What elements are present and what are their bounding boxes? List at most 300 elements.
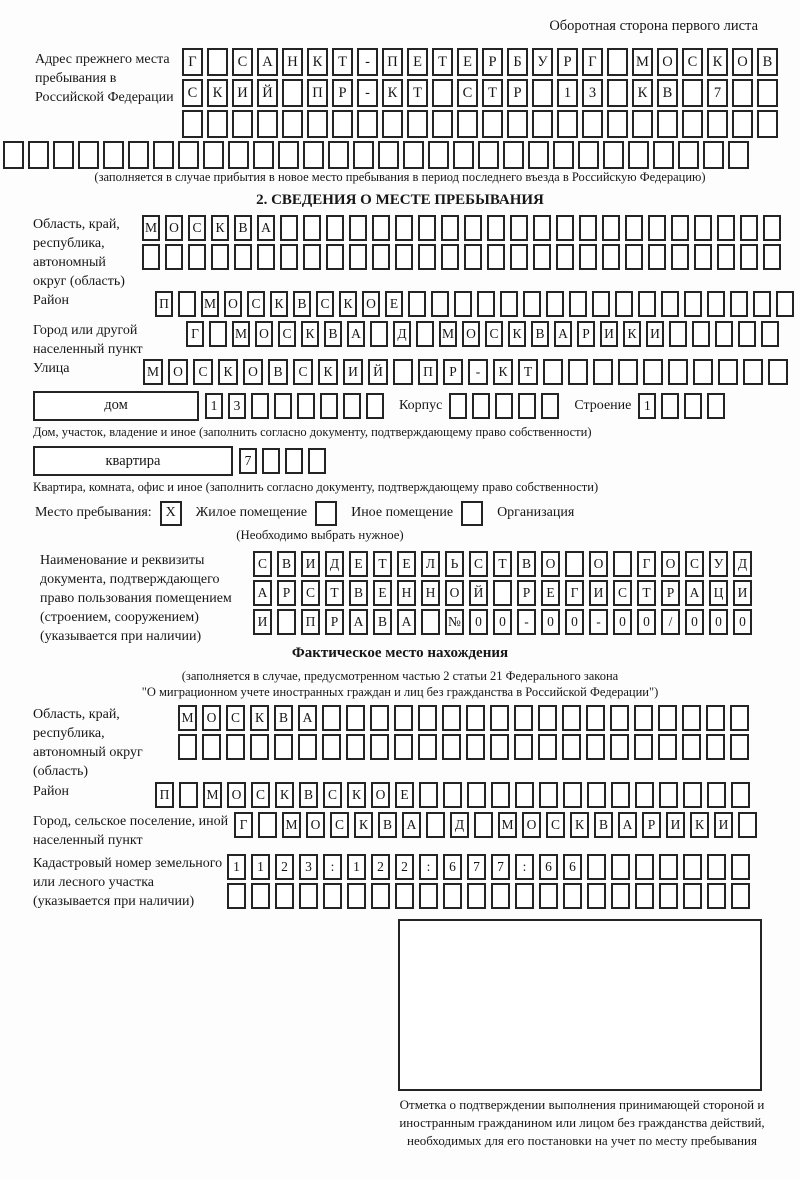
char-cell[interactable]: С [232, 48, 253, 76]
char-cell[interactable] [707, 883, 726, 909]
char-cell[interactable]: 7 [491, 854, 510, 880]
char-cell[interactable]: Т [332, 48, 353, 76]
char-cell[interactable]: С [251, 782, 270, 808]
char-cell[interactable]: Т [373, 551, 392, 577]
char-cell[interactable] [602, 215, 620, 241]
char-cell[interactable]: К [307, 48, 328, 76]
char-cell[interactable] [258, 812, 277, 838]
char-cell[interactable] [395, 883, 414, 909]
char-cell[interactable] [357, 110, 378, 138]
char-cell[interactable]: И [589, 580, 608, 606]
char-cell[interactable]: Р [325, 609, 344, 635]
char-cell[interactable]: С [485, 321, 503, 347]
char-cell[interactable]: О [657, 48, 678, 76]
char-cell[interactable] [78, 141, 99, 169]
char-cell[interactable] [371, 883, 390, 909]
char-cell[interactable] [510, 215, 528, 241]
char-cell[interactable]: Т [518, 359, 538, 385]
char-cell[interactable] [395, 215, 413, 241]
char-cell[interactable] [731, 854, 750, 880]
char-cell[interactable] [610, 705, 629, 731]
char-cell[interactable] [464, 215, 482, 241]
char-cell[interactable]: И [733, 580, 752, 606]
char-cell[interactable]: Б [507, 48, 528, 76]
char-cell[interactable]: О [661, 551, 680, 577]
char-cell[interactable] [28, 141, 49, 169]
char-cell[interactable]: С [546, 812, 565, 838]
char-cell[interactable] [615, 291, 633, 317]
char-cell[interactable]: О [541, 551, 560, 577]
char-cell[interactable]: Р [507, 79, 528, 107]
char-cell[interactable] [474, 812, 493, 838]
char-cell[interactable] [442, 734, 461, 760]
char-cell[interactable] [578, 141, 599, 169]
char-cell[interactable]: / [661, 609, 680, 635]
char-cell[interactable] [553, 141, 574, 169]
char-cell[interactable] [343, 393, 361, 419]
char-cell[interactable] [322, 734, 341, 760]
char-cell[interactable]: О [371, 782, 390, 808]
char-cell[interactable] [441, 244, 459, 270]
char-cell[interactable] [395, 244, 413, 270]
char-cell[interactable]: Л [421, 551, 440, 577]
char-cell[interactable]: X [160, 501, 182, 526]
char-cell[interactable] [557, 110, 578, 138]
char-cell[interactable] [538, 705, 557, 731]
char-cell[interactable]: М [232, 321, 250, 347]
char-cell[interactable] [328, 141, 349, 169]
char-cell[interactable] [297, 393, 315, 419]
char-cell[interactable] [274, 393, 292, 419]
char-cell[interactable] [618, 359, 638, 385]
char-cell[interactable] [757, 110, 778, 138]
char-cell[interactable] [431, 291, 449, 317]
char-cell[interactable] [563, 883, 582, 909]
char-cell[interactable]: Й [368, 359, 388, 385]
char-cell[interactable]: 3 [299, 854, 318, 880]
char-cell[interactable]: Р [277, 580, 296, 606]
char-cell[interactable] [730, 291, 748, 317]
char-cell[interactable] [282, 110, 303, 138]
char-cell[interactable] [128, 141, 149, 169]
char-cell[interactable] [394, 734, 413, 760]
char-cell[interactable]: В [277, 551, 296, 577]
char-cell[interactable]: К [623, 321, 641, 347]
char-cell[interactable]: 0 [685, 609, 704, 635]
char-cell[interactable]: Е [397, 551, 416, 577]
char-cell[interactable] [278, 141, 299, 169]
char-cell[interactable] [643, 359, 663, 385]
char-cell[interactable] [257, 244, 275, 270]
char-cell[interactable] [466, 705, 485, 731]
char-cell[interactable]: В [349, 580, 368, 606]
char-cell[interactable]: 3 [228, 393, 246, 419]
char-cell[interactable] [653, 141, 674, 169]
char-cell[interactable]: 1 [227, 854, 246, 880]
char-cell[interactable]: К [339, 291, 357, 317]
char-cell[interactable]: Т [432, 48, 453, 76]
char-cell[interactable]: Й [469, 580, 488, 606]
char-cell[interactable]: В [268, 359, 288, 385]
char-cell[interactable] [487, 244, 505, 270]
char-cell[interactable] [514, 705, 533, 731]
char-cell[interactable] [495, 393, 513, 419]
char-cell[interactable]: В [293, 291, 311, 317]
char-cell[interactable] [503, 141, 524, 169]
char-cell[interactable] [661, 393, 679, 419]
char-cell[interactable]: - [517, 609, 536, 635]
char-cell[interactable] [761, 321, 779, 347]
char-cell[interactable] [227, 883, 246, 909]
char-cell[interactable]: М [142, 215, 160, 241]
char-cell[interactable]: В [757, 48, 778, 76]
char-cell[interactable] [326, 244, 344, 270]
char-cell[interactable] [730, 705, 749, 731]
char-cell[interactable] [732, 79, 753, 107]
char-cell[interactable] [628, 141, 649, 169]
char-cell[interactable]: С [613, 580, 632, 606]
char-cell[interactable] [303, 141, 324, 169]
char-cell[interactable]: К [250, 705, 269, 731]
char-cell[interactable] [421, 609, 440, 635]
char-cell[interactable]: Е [457, 48, 478, 76]
char-cell[interactable] [234, 244, 252, 270]
char-cell[interactable] [587, 854, 606, 880]
char-cell[interactable] [684, 393, 702, 419]
char-cell[interactable]: М [439, 321, 457, 347]
char-cell[interactable]: : [515, 854, 534, 880]
char-cell[interactable] [207, 48, 228, 76]
char-cell[interactable]: О [227, 782, 246, 808]
char-cell[interactable] [569, 291, 587, 317]
char-cell[interactable] [232, 110, 253, 138]
char-cell[interactable] [528, 141, 549, 169]
char-cell[interactable] [707, 110, 728, 138]
char-cell[interactable]: П [301, 609, 320, 635]
char-cell[interactable]: П [418, 359, 438, 385]
char-cell[interactable]: - [589, 609, 608, 635]
char-cell[interactable] [262, 448, 280, 474]
char-cell[interactable]: А [554, 321, 572, 347]
char-cell[interactable] [188, 244, 206, 270]
char-cell[interactable] [682, 734, 701, 760]
char-cell[interactable]: Г [234, 812, 253, 838]
char-cell[interactable] [257, 110, 278, 138]
char-cell[interactable] [432, 79, 453, 107]
char-cell[interactable] [562, 705, 581, 731]
char-cell[interactable]: О [732, 48, 753, 76]
char-cell[interactable]: М [203, 782, 222, 808]
char-cell[interactable] [349, 215, 367, 241]
char-cell[interactable]: 2 [395, 854, 414, 880]
char-cell[interactable] [419, 782, 438, 808]
char-cell[interactable] [382, 110, 403, 138]
char-cell[interactable]: М [201, 291, 219, 317]
char-cell[interactable] [611, 854, 630, 880]
char-cell[interactable]: Д [733, 551, 752, 577]
char-cell[interactable] [370, 734, 389, 760]
char-cell[interactable] [442, 705, 461, 731]
char-cell[interactable] [378, 141, 399, 169]
char-cell[interactable] [648, 244, 666, 270]
char-cell[interactable] [207, 110, 228, 138]
house-type-field[interactable] [33, 391, 199, 421]
char-cell[interactable]: Р [517, 580, 536, 606]
char-cell[interactable] [658, 734, 677, 760]
char-cell[interactable] [692, 321, 710, 347]
char-cell[interactable] [315, 501, 337, 526]
char-cell[interactable] [320, 393, 338, 419]
char-cell[interactable] [403, 141, 424, 169]
char-cell[interactable] [706, 734, 725, 760]
char-cell[interactable]: А [347, 321, 365, 347]
char-cell[interactable]: К [382, 79, 403, 107]
char-cell[interactable] [303, 215, 321, 241]
char-cell[interactable]: 0 [565, 609, 584, 635]
char-cell[interactable] [717, 244, 735, 270]
char-cell[interactable] [518, 393, 536, 419]
char-cell[interactable]: О [445, 580, 464, 606]
char-cell[interactable]: 1 [557, 79, 578, 107]
char-cell[interactable] [416, 321, 434, 347]
char-cell[interactable] [515, 782, 534, 808]
char-cell[interactable] [546, 291, 564, 317]
char-cell[interactable] [753, 291, 771, 317]
apartment-type-field[interactable] [33, 446, 233, 476]
char-cell[interactable] [607, 110, 628, 138]
char-cell[interactable] [657, 110, 678, 138]
char-cell[interactable]: Г [637, 551, 656, 577]
char-cell[interactable] [683, 883, 702, 909]
char-cell[interactable]: В [594, 812, 613, 838]
char-cell[interactable] [280, 244, 298, 270]
char-cell[interactable] [593, 359, 613, 385]
char-cell[interactable] [454, 291, 472, 317]
char-cell[interactable] [635, 782, 654, 808]
char-cell[interactable]: 1 [347, 854, 366, 880]
char-cell[interactable]: К [318, 359, 338, 385]
char-cell[interactable]: Р [661, 580, 680, 606]
char-cell[interactable] [613, 551, 632, 577]
char-cell[interactable] [607, 79, 628, 107]
char-cell[interactable] [178, 291, 196, 317]
char-cell[interactable] [738, 812, 757, 838]
char-cell[interactable]: Т [325, 580, 344, 606]
char-cell[interactable]: М [498, 812, 517, 838]
char-cell[interactable] [346, 734, 365, 760]
char-cell[interactable]: Е [373, 580, 392, 606]
char-cell[interactable] [738, 321, 756, 347]
confirmation-stamp-box[interactable] [398, 919, 762, 1091]
char-cell[interactable] [103, 141, 124, 169]
char-cell[interactable] [610, 734, 629, 760]
char-cell[interactable]: А [397, 609, 416, 635]
char-cell[interactable] [466, 734, 485, 760]
char-cell[interactable] [586, 734, 605, 760]
char-cell[interactable] [768, 359, 788, 385]
char-cell[interactable] [678, 141, 699, 169]
char-cell[interactable]: О [589, 551, 608, 577]
char-cell[interactable]: С [182, 79, 203, 107]
char-cell[interactable]: А [298, 705, 317, 731]
char-cell[interactable] [349, 244, 367, 270]
char-cell[interactable] [635, 883, 654, 909]
char-cell[interactable] [718, 359, 738, 385]
char-cell[interactable]: П [155, 782, 174, 808]
char-cell[interactable] [634, 705, 653, 731]
char-cell[interactable]: О [165, 215, 183, 241]
char-cell[interactable]: О [462, 321, 480, 347]
char-cell[interactable]: А [685, 580, 704, 606]
char-cell[interactable]: 2 [275, 854, 294, 880]
char-cell[interactable] [490, 734, 509, 760]
char-cell[interactable]: В [517, 551, 536, 577]
char-cell[interactable] [372, 215, 390, 241]
char-cell[interactable] [592, 291, 610, 317]
char-cell[interactable] [432, 110, 453, 138]
char-cell[interactable] [418, 244, 436, 270]
char-cell[interactable] [372, 244, 390, 270]
char-cell[interactable] [443, 782, 462, 808]
char-cell[interactable]: П [307, 79, 328, 107]
char-cell[interactable]: У [532, 48, 553, 76]
char-cell[interactable] [582, 110, 603, 138]
char-cell[interactable] [682, 110, 703, 138]
char-cell[interactable]: А [402, 812, 421, 838]
char-cell[interactable]: К [207, 79, 228, 107]
char-cell[interactable]: К [211, 215, 229, 241]
char-cell[interactable]: Ь [445, 551, 464, 577]
char-cell[interactable] [611, 883, 630, 909]
char-cell[interactable]: - [468, 359, 488, 385]
char-cell[interactable]: С [226, 705, 245, 731]
char-cell[interactable] [182, 110, 203, 138]
char-cell[interactable]: И [343, 359, 363, 385]
char-cell[interactable] [487, 215, 505, 241]
char-cell[interactable] [142, 244, 160, 270]
char-cell[interactable] [533, 215, 551, 241]
char-cell[interactable] [684, 291, 702, 317]
char-cell[interactable] [740, 215, 758, 241]
char-cell[interactable]: О [168, 359, 188, 385]
char-cell[interactable] [587, 883, 606, 909]
char-cell[interactable]: К [632, 79, 653, 107]
char-cell[interactable] [538, 734, 557, 760]
char-cell[interactable] [285, 448, 303, 474]
char-cell[interactable] [211, 244, 229, 270]
char-cell[interactable] [565, 551, 584, 577]
char-cell[interactable] [707, 782, 726, 808]
char-cell[interactable] [541, 393, 559, 419]
char-cell[interactable] [776, 291, 794, 317]
char-cell[interactable] [179, 782, 198, 808]
char-cell[interactable]: К [347, 782, 366, 808]
char-cell[interactable] [683, 782, 702, 808]
char-cell[interactable] [482, 110, 503, 138]
char-cell[interactable]: 0 [469, 609, 488, 635]
char-cell[interactable] [443, 883, 462, 909]
char-cell[interactable] [441, 215, 459, 241]
char-cell[interactable]: В [234, 215, 252, 241]
char-cell[interactable] [730, 734, 749, 760]
char-cell[interactable] [671, 244, 689, 270]
char-cell[interactable] [510, 244, 528, 270]
char-cell[interactable] [763, 244, 781, 270]
char-cell[interactable]: Е [385, 291, 403, 317]
char-cell[interactable] [370, 705, 389, 731]
char-cell[interactable]: С [316, 291, 334, 317]
char-cell[interactable]: С [301, 580, 320, 606]
char-cell[interactable] [3, 141, 24, 169]
char-cell[interactable] [682, 79, 703, 107]
char-cell[interactable]: О [243, 359, 263, 385]
char-cell[interactable]: Д [450, 812, 469, 838]
char-cell[interactable] [467, 782, 486, 808]
char-cell[interactable] [250, 734, 269, 760]
char-cell[interactable]: 0 [541, 609, 560, 635]
char-cell[interactable]: П [155, 291, 173, 317]
char-cell[interactable] [683, 854, 702, 880]
char-cell[interactable] [426, 812, 445, 838]
char-cell[interactable] [346, 705, 365, 731]
char-cell[interactable]: М [282, 812, 301, 838]
char-cell[interactable]: № [445, 609, 464, 635]
char-cell[interactable] [275, 883, 294, 909]
char-cell[interactable] [757, 79, 778, 107]
char-cell[interactable] [464, 244, 482, 270]
char-cell[interactable]: 7 [467, 854, 486, 880]
char-cell[interactable]: О [522, 812, 541, 838]
char-cell[interactable]: О [255, 321, 273, 347]
char-cell[interactable] [472, 393, 490, 419]
char-cell[interactable] [322, 705, 341, 731]
char-cell[interactable]: Н [397, 580, 416, 606]
char-cell[interactable] [602, 244, 620, 270]
char-cell[interactable]: А [349, 609, 368, 635]
char-cell[interactable] [493, 580, 512, 606]
char-cell[interactable] [694, 215, 712, 241]
char-cell[interactable] [515, 883, 534, 909]
char-cell[interactable]: Т [482, 79, 503, 107]
char-cell[interactable]: Е [541, 580, 560, 606]
char-cell[interactable]: 6 [539, 854, 558, 880]
char-cell[interactable] [543, 359, 563, 385]
char-cell[interactable]: Г [186, 321, 204, 347]
char-cell[interactable] [603, 141, 624, 169]
char-cell[interactable] [682, 705, 701, 731]
char-cell[interactable]: 6 [563, 854, 582, 880]
char-cell[interactable] [165, 244, 183, 270]
char-cell[interactable] [632, 110, 653, 138]
char-cell[interactable]: И [301, 551, 320, 577]
char-cell[interactable] [457, 110, 478, 138]
char-cell[interactable] [500, 291, 518, 317]
char-cell[interactable] [563, 782, 582, 808]
char-cell[interactable]: В [378, 812, 397, 838]
char-cell[interactable] [332, 110, 353, 138]
char-cell[interactable]: 0 [637, 609, 656, 635]
char-cell[interactable]: И [232, 79, 253, 107]
char-cell[interactable] [418, 705, 437, 731]
char-cell[interactable] [323, 883, 342, 909]
char-cell[interactable] [394, 705, 413, 731]
char-cell[interactable] [282, 79, 303, 107]
char-cell[interactable]: К [275, 782, 294, 808]
char-cell[interactable] [693, 359, 713, 385]
char-cell[interactable] [307, 110, 328, 138]
char-cell[interactable] [299, 883, 318, 909]
char-cell[interactable]: С [457, 79, 478, 107]
